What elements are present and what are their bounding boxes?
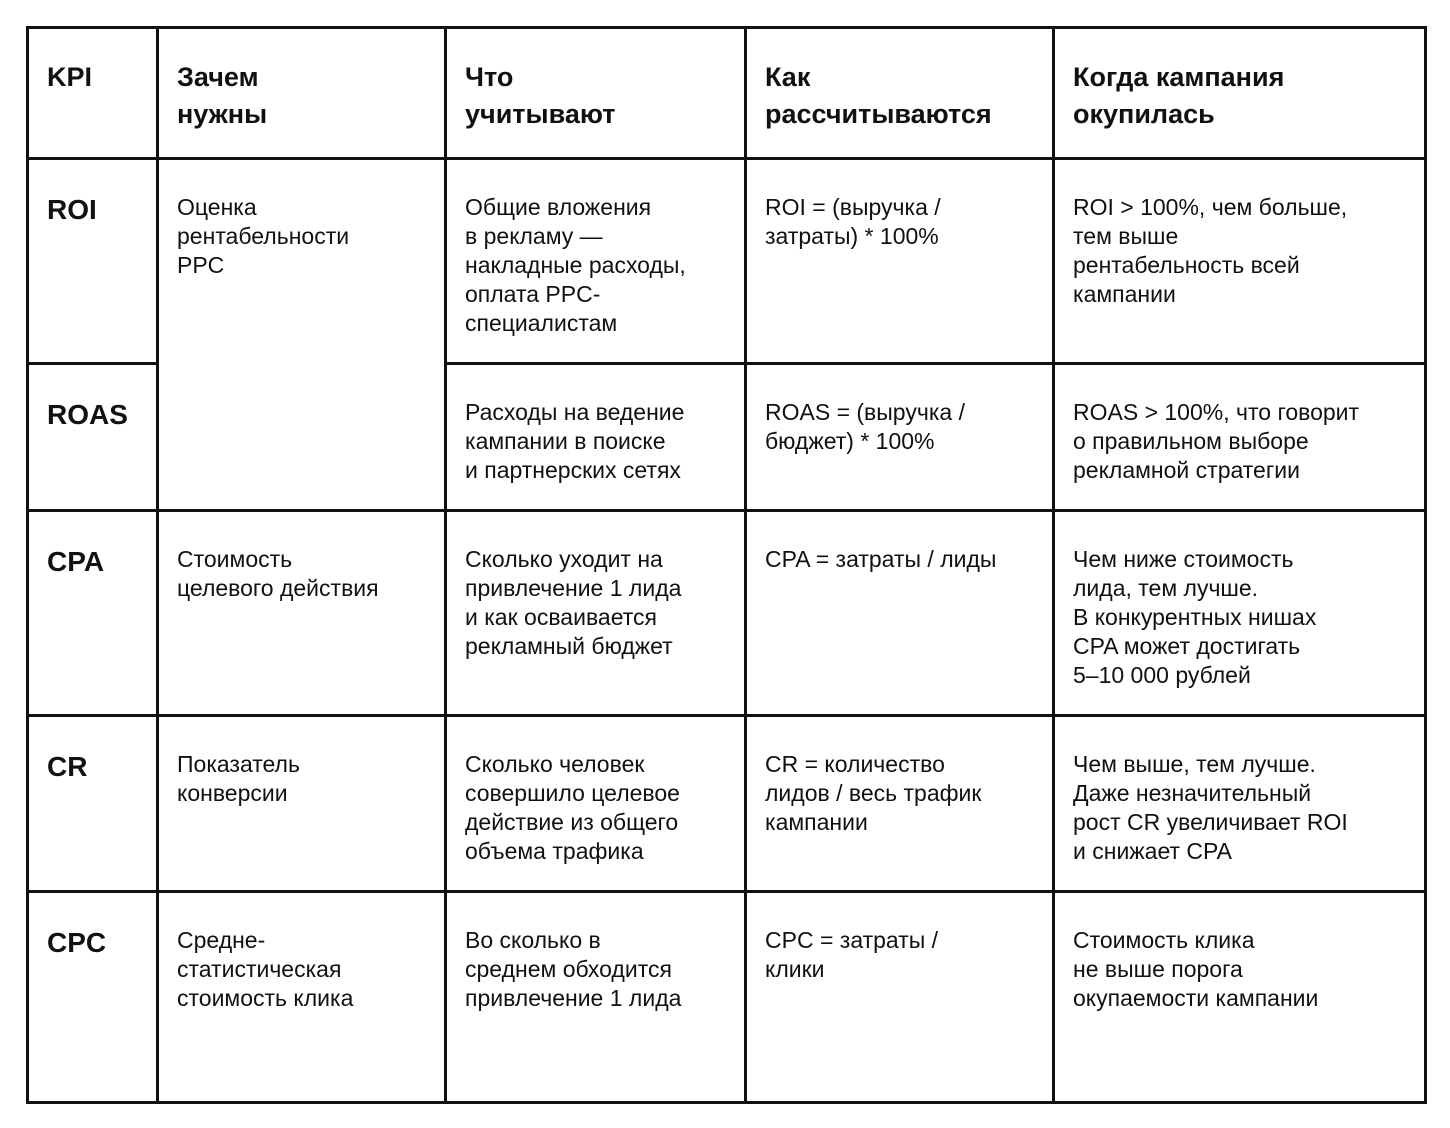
kpi-name-roi: ROI [28,159,158,364]
when-cpa: Чем ниже стоимость лида, тем лучше. В конкурентных нишах CPA может достигать 5–10 000 рублей [1054,511,1426,716]
header-kpi: KPI [28,28,158,159]
what-roas: Расходы на ведение кампании в поиске и партнерских сетях [446,364,746,511]
table-row-cr [28,716,1426,892]
header-why: Зачем нужны [158,28,446,159]
when-roi: ROI > 100%, чем больше, тем выше рентабельность всей кампании [1054,159,1426,364]
kpi-name-roas: ROAS [28,364,158,511]
when-cr: Чем выше, тем лучше. Даже незначительный рост CR увеличивает ROI и снижает CPA [1054,716,1426,892]
header-row [28,28,1426,159]
table-row-cpa [28,511,1426,716]
header-when: Когда кампания окупилась [1054,28,1426,159]
table-row-roi [28,159,1426,364]
what-cpa: Сколько уходит на привлечение 1 лида и как осваивается рекламный бюджет [446,511,746,716]
what-cr: Сколько человек совершило целевое действие из общего объема трафика [446,716,746,892]
how-roi: ROI = (выручка / затраты) * 100% [746,159,1054,364]
when-roas: ROAS > 100%, что говорит о правильном выборе рекламной стратегии [1054,364,1426,511]
when-cpc: Стоимость клика не выше порога окупаемости кампании [1054,892,1426,1103]
why-cpc: Средне- статистическая стоимость клика [158,892,446,1103]
how-cr: CR = количество лидов / весь трафик кампании [746,716,1054,892]
what-roi: Общие вложения в рекламу — накладные расходы, оплата PPC- специалистам [446,159,746,364]
header-what: Что учитывают [446,28,746,159]
kpi-name-cr: CR [28,716,158,892]
what-cpc: Во сколько в среднем обходится привлечение 1 лида [446,892,746,1103]
header-how: Как рассчитываются [746,28,1054,159]
table-row-cpc [28,892,1426,1103]
how-cpc: CPC = затраты / клики [746,892,1054,1103]
why-cr: Показатель конверсии [158,716,446,892]
kpi-name-cpa: CPA [28,511,158,716]
why-roi-roas: Оценка рентабельности PPC [158,159,446,511]
kpi-table [26,26,1427,1104]
how-cpa: CPA = затраты / лиды [746,511,1054,716]
kpi-name-cpc: CPC [28,892,158,1103]
why-cpa: Стоимость целевого действия [158,511,446,716]
how-roas: ROAS = (выручка / бюджет) * 100% [746,364,1054,511]
